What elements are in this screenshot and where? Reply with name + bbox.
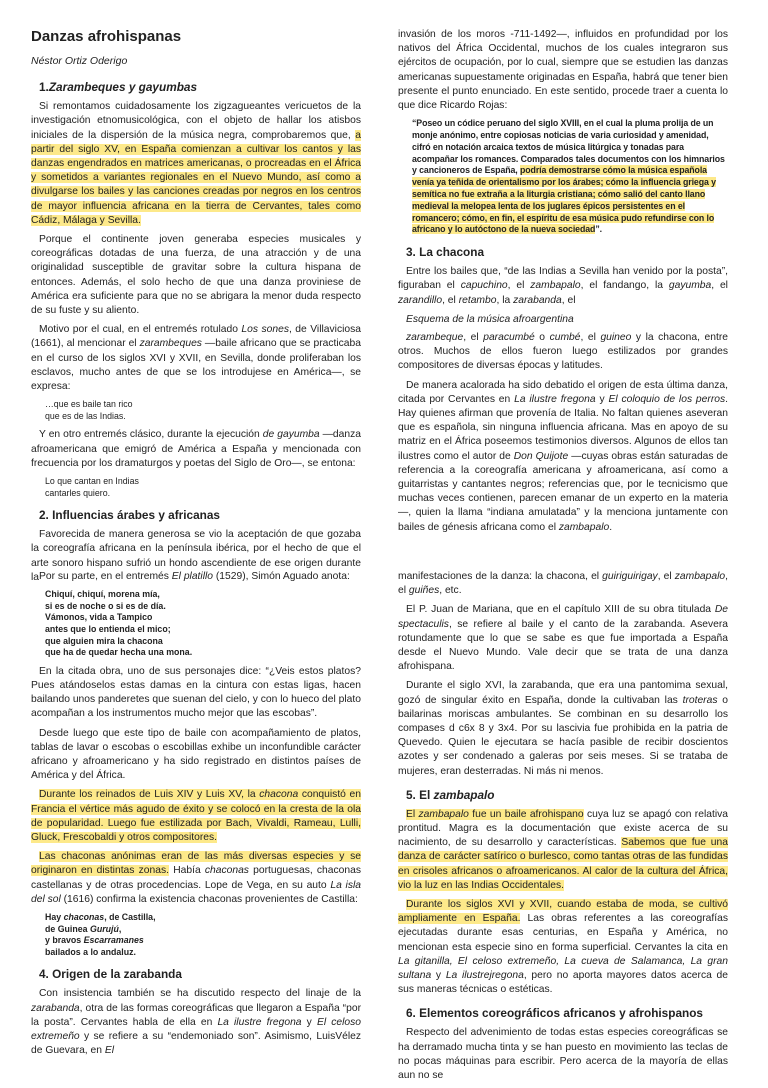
section-3-heading: 3. La chacona [406,245,485,260]
paragraph: Durante el siglo XVI, la zarabanda, que era una pantomima sexual, gozó de singular éxito en España, donde la cultivaban las troteras o bailarinas moriscas ambulantes. Se combinan en su desarrollo los compases d c6x 8 y 3x4. Por su lascivia fue prohibida en la patria de Quevedo. Quien le ejecutara se hacía pasible de recibir doscientos azotes y ser condenado a galeras por seis meses. Si se trataba de mujeres, eran desterradas. Ni más ni menos. [398,680,728,777]
running-subtitle: Esquema de la música afroargentina [406,313,574,325]
paragraph: Respecto del advenimiento de todas estas especies coreográficas se ha derramado mucha tinta y se han puesto en movimiento las teclas de no pocas máquinas para escribir. Pero acerca de la mayoría de ellas aun no se [398,1027,728,1082]
highlight: El zambapalo fue un baile afrohispano [406,808,584,820]
paragraph: El zambapalo fue un baile afrohispano cuya luz se apagó con relativa prontitud. Magra es la documentación que existe acerca de su nacimiento, de su desarrollo y características. Sabemos que fue una danza de carácter satírico o burlesco, como tantas otras de las fundidas en crisoles africanos o afroamericanos. Al calor de la cultura del África, vio la luz en las Indias Occidentales. [398,808,728,891]
highlight: Durante los reinados de Luis XIV y Luis XV, la chacona conquistó en Francia el vértice más agudo de éxito y se colocó en la cresta de la ola de popularidad. Luego fue estilizada por Bach, Vivaldi, Rameau, Lulli, Gluck, Frescobaldi y otros compositores. [31,789,361,843]
highlight: podría demostrarse cómo la música española venía ya teñida de orientalismo por los árabes; cómo la influencia griega y semítica no fue extraña a la liturgia cristiana; cómo salió del canto llano medieval la melopea lenta de los juglares épicos persistentes en el romancero; cómo, en fin, el espíritu de esa música pudo refundirse con lo africano y lo autóctono de la nueva sociedad [412,165,716,235]
paragraph: En la citada obra, uno de sus personajes dice: “¿Veis estos platos? Pues atándoselos estas damas en la cintura con estas ligas, hacen bailando unos panderetes que suenan del cielo, y con lo hueco del plato acompañan a los instrumentos mucho mejor que las escobas”. [31,665,361,720]
verse-quote: Chiquí, chiquí, morena mía, si es de noche o si es de día. Vámonos, vida a Tampico antes que lo entienda el mico; que alguien mira la chacona que ha de quedar hecha una mona. [45,589,193,658]
section-1-heading: 1.Zarambeques y gayumbas [39,80,198,95]
article-author: Néstor Ortiz Oderigo [31,55,128,67]
page2-right-column [398,570,728,1088]
paragraph: Desde luego que este tipo de baile con acompañamiento de platos, tablas de lavar o escobas o escobillas exhibe un inconfundible carácter africano y afroamericano y ha sido registrado en distintos países de América y del África. [31,727,361,782]
paragraph: manifestaciones de la danza: la chacona, el guiriguirigay, el zambapalo, el guiñes, etc. [398,571,728,597]
verse-quote: Hay chaconas, de Castilla, de Guinea Gurujú, y bravos Escarramanes bailados a lo andaluz. [45,912,156,957]
paragraph: Las chaconas anónimas eran de las más diversas especies y se originaron en distintas zonas. Había chaconas portuguesas, chaconas castellanas y de otras procedencias. Lope de Vega, en su auto La isla del sol (1616) confirma la existencia chaconas provenientes de Castilla: [31,851,362,905]
page1-left-column [31,28,361,590]
section-5-heading: 5. El zambapalo [406,787,495,802]
paragraph: Porque el continente joven generaba especies musicales y coreográficas dotadas de una fuerza, de una atracción y de una originalidad susceptible de gravitar sobre la cultura hispana de entonces. Además, el solo hecho de que una danza proviniese de América era suficiente para que no se abrigara la menor duda respecto de su fuste y su aliento. [31,234,361,317]
verse-quote: …que es baile tan rico que es de las Indias. [45,399,133,421]
paragraph: De manera acalorada ha sido debatido el origen de esta última danza, citada por Cervantes en La ilustre fregona y El coloquio de los perros. Hay quienes afirman que provenía de Italia. No faltan quienes aseveran que es española, sin ninguna influencia africana. Mas en apoyo de su matriz en el África poseemos testimonios diversos. Algunos de ellos tan ilustres como el autor de Don Quijote —cuyas obras están saturadas de referencia a la coreografía americana y afroamericana, así como a guitarristas y cantantes negros; referencias que, por le tecnicismo que muchas veces contienen, parecen emanar de un experto en la materia—, quien la llama “indiana amulatada” y la menciona juntamente con bailes de génesis africana como el zambapalo. [398,379,728,533]
paragraph: Favorecida de manera generosa se vio la aceptación de que gozaba la coreografía africana en la península ibérica, por el hecho de que el arte sonoro hispano sufrió un hondo ascendiente de ese origen durante la [31,529,361,583]
highlight: Las chaconas anónimas eran de las más diversas especies y se originaron en distintas zonas. [31,851,361,877]
verse-quote: Lo que cantan en Indias cantarles quiero. [45,476,139,498]
page1-right-column [398,28,728,540]
page-2 [0,512,768,1082]
paragraph: Con insistencia también se ha discutido respecto del linaje de la zarabanda, otra de las formas coreográficas que llegaron a España “por la posta”. Cervantes habla de ella en La ilustre fregona y El celoso extremeño y se refiere a su “endemoniado son”. Asimismo, LuisVélez de Guevara, en El [31,988,361,1057]
paragraph: zarambeque, el paracumbé o cumbé, el guineo y la chacona, entre otros. Muchos de ellos fueron luego estilizados por grandes compositores de diversas épocas y latitudes. [398,332,728,372]
section-4-heading: 4. Origen de la zarabanda [39,967,182,982]
paragraph: Si remontamos cuidadosamente los zigzagueantes vericuetos de la investigación etnomusicológica, con el objeto de hallar los atisbos iniciales de la dispersión de la música negra, comprobaremos que, a partir del siglo XV, en España comienzan a cultivar los cantos y las danzas engendrados en matrices americanas, o procreadas en el África y sometidos a variantes regionales en el Nuevo Mundo, así como a divulgarse los bailes y las canciones creadas por negros en los centros de mayor influencia africana en la tierra de Cervantes, tales como Cádiz, Málaga y Sevilla. [31,101,361,226]
block-quote: “Poseo un códice peruano del siglo XVIII, en el cual la pluma prolija de un monje anónimo, entre copiosas noticias de varia curiosidad y amenidad, cifró en notación arcaica textos de música litúrgica y tonadas para acompañar los romances. Comparados tales documentos con los himnarios y cancioneros de España, podría demostrarse cómo la música española venía ya teñida de orientalismo por los árabes; cómo la influencia griega y semítica no fue extraña a la liturgia cristiana; cómo salió del canto llano medieval la melopea lenta de los juglares épicos persistentes en el romancero; cómo, en fin, el espíritu de esa música pudo refundirse con lo africano y lo autóctono de la nueva sociedad”. [412,118,725,235]
paragraph: Durante los siglos XVI y XVII, cuando estaba de moda, se cultivó ampliamente en España. Las obras referentes a las coreografías ejecutadas durante esas centurias, en España y América, no mencionan esta especie sino en forma superficial. Cervantes la cita en La gitanilla, El celoso extremeño, La cueva de Salamanca, La gran sultana y La ilustrejregona, pero no aporta mayores datos acerca de sus maneras técnicas o estéticas. [398,899,728,996]
article-title: Danzas afrohispanas [31,28,182,45]
highlight: Durante los siglos XVI y XVII, cuando estaba de moda, se cultivó ampliamente en España. [398,899,728,925]
paragraph: Entre los bailes que, “de las Indias a Sevilla han venido por la posta”, figuraban el capuchino, el zambapalo, el fandango, la gayumba, el zarandillo, el retambo, la zarabanda, el [398,266,728,306]
page2-left-column [31,570,361,1063]
section-2-heading: 2. Influencias árabes y africanas [39,508,220,523]
highlight: Sabemos que fue una danza de carácter satírico o burlesco, como tantas otras de las fundidas en crisoles africanos o afroamericanos. Al calor de la cultura del África, vio la luz en las Indias Occidentales. [398,837,728,891]
paragraph [31,788,361,845]
highlight: a partir del siglo XV, en España comienzan a cultivar los cantos y las danzas engendrados en matrices americanas, o procreadas en el África y sometidos a variantes regionales en el Nuevo Mundo, así como a divulgarse los bailes y las canciones creadas por negros en los centros de mayor influencia africana en la tierra de Cervantes, tales como Cádiz, Málaga y Sevilla. [31,129,361,226]
paragraph: Y en otro entremés clásico, durante la ejecución de gayumba —danza afroamericana que emigró de América a España y mencionada con frecuencia por los dramaturgos y poetas del Siglo de Oro—, se entona: [31,429,361,469]
paragraph: Por su parte, en el entremés El platillo (1529), Simón Aguado anota: [39,571,350,582]
paragraph: El P. Juan de Mariana, que en el capítulo XIII de su obra titulada De spectaculis, se refiere al baile y el canto de la zarabanda. Asevera rotundamente que lo que se sabe es que fue importada a España desde el Nuevo Mundo. Vale decir que se trata de una danza afrohispana. [398,604,728,673]
paragraph: Motivo por el cual, en el entremés rotulado Los sones, de Villaviciosa (1661), al mencionar el zarambeques —baile africano que se practicaba en el curso de los siglos XVI y XVII, en Sevilla, donde proliferaban los esclavos, mucho antes de que se los introdujese en América—, se expresa: [31,324,361,393]
paragraph: invasión de los moros -711-1492—, influidos en profundidad por los nativos del África Occidental, muchos de los cuales integraron sus ejércitos de ocupación, por lo cual, siempre que se estudien las danzas americanas supuestamente originadas en España, habrá que tener bien presente el punto enunciado. En este sentido, procede traer a cuenta lo que dice Ricardo Rojas: [398,29,728,112]
section-6-heading: 6. Elementos coreográficos africanos y afrohispanos [406,1006,703,1021]
